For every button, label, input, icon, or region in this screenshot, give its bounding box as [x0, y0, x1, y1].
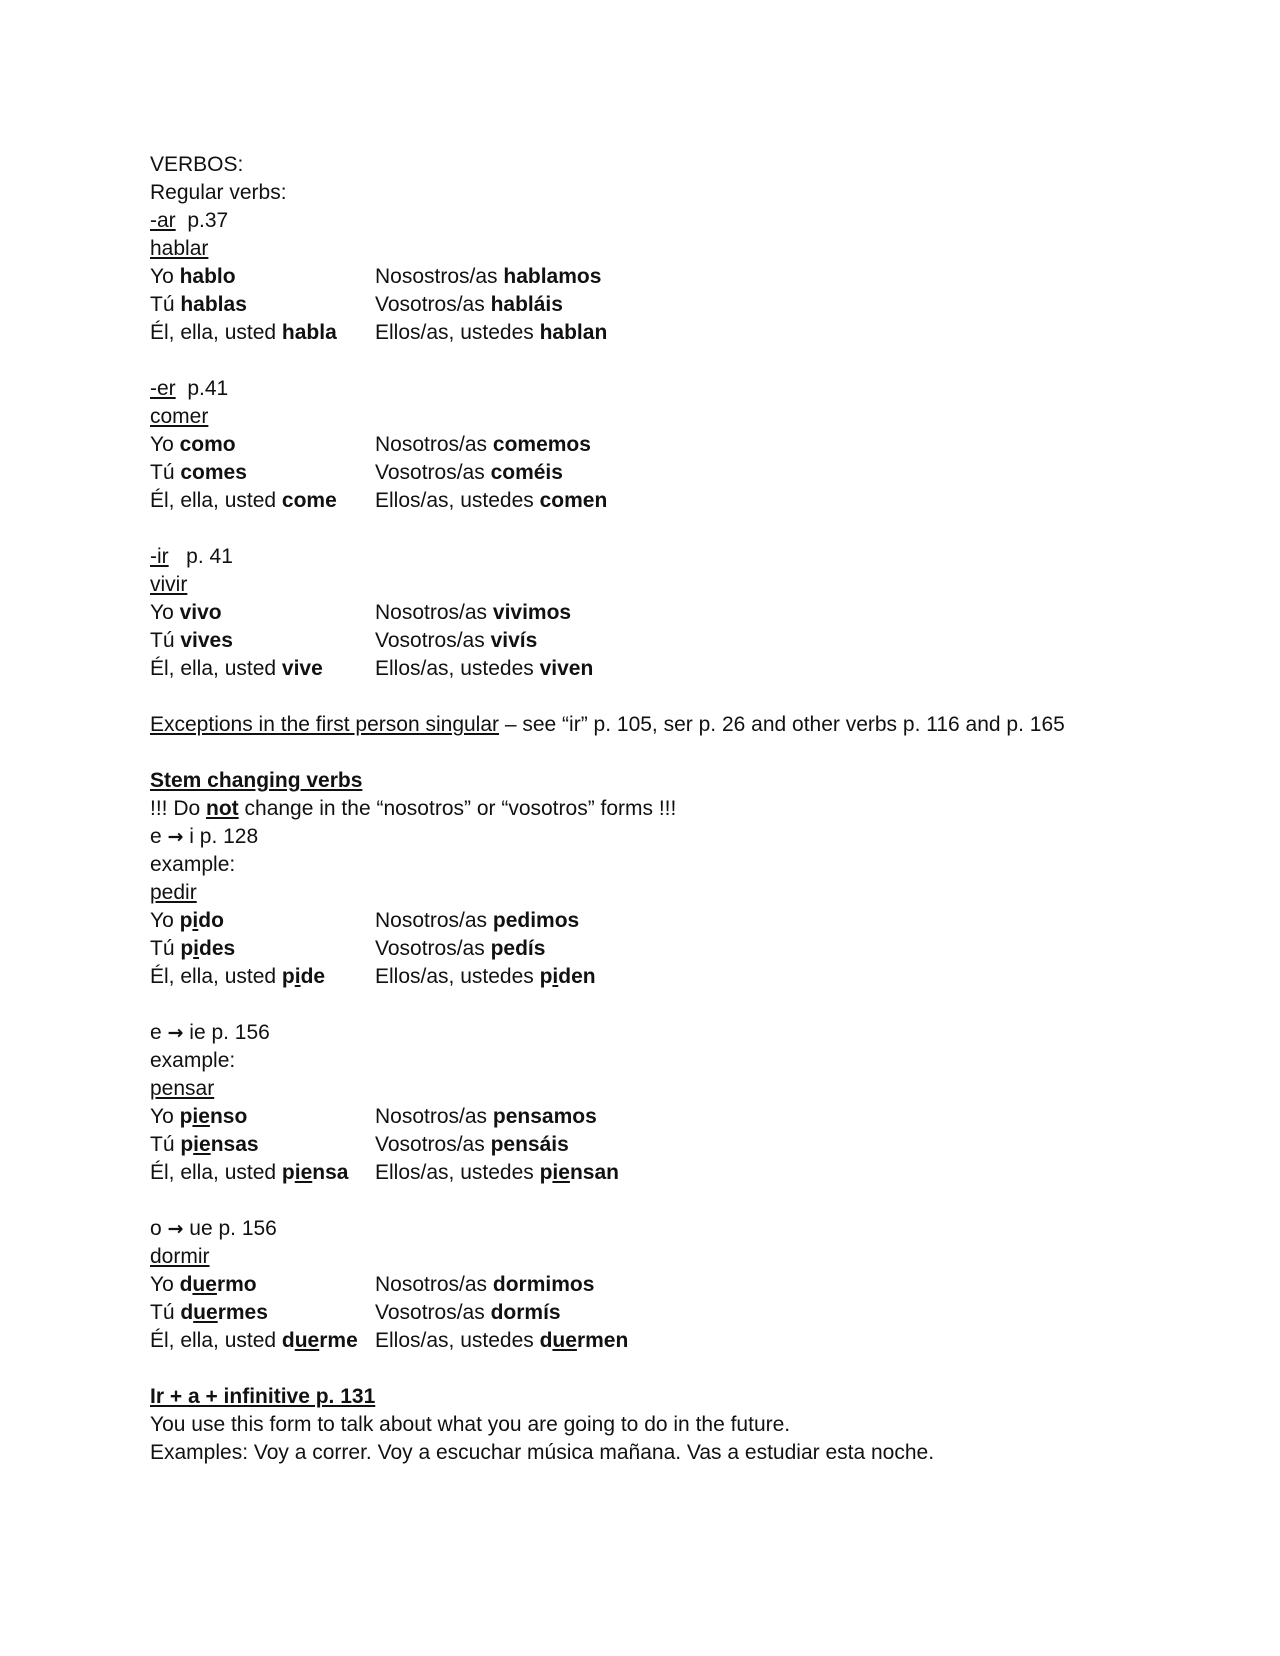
er-page-ref: p.41 [187, 377, 229, 400]
stem-note: !!! Do not change in the “nosotros” or “vosotros” forms !!! [150, 797, 677, 820]
stem-heading: Stem changing verbs [150, 769, 363, 792]
e-i-verb: pedir [150, 881, 197, 904]
exceptions-label: Exceptions in the first person singular [150, 713, 500, 736]
ar-ending: -ar [150, 209, 176, 232]
example-label: example: [150, 853, 236, 876]
o-ue-verb: dormir [150, 1245, 210, 1268]
ir-page-ref: p. 41 [186, 545, 233, 568]
ir-ending: -ir [150, 545, 169, 568]
table-row: Yo vivo Nosotros/as vivimos [150, 601, 572, 624]
table-row: Él, ella, usted piensa Ellos/as, ustedes piensan [150, 1161, 619, 1184]
e-i-conjugation-table [150, 907, 1180, 991]
o-ue-conjugation-table [150, 1271, 1180, 1355]
table-row: Tú pides Vosotros/as pedís [150, 937, 546, 960]
table-row: Yo hablo Nosostros/as hablamos [150, 265, 602, 288]
exceptions-line [150, 711, 1180, 739]
table-row: Tú duermes Vosotros/as dormís [150, 1301, 561, 1324]
arrow-right-icon: → [167, 1022, 184, 1044]
table-row: Yo pido Nosotros/as pedimos [150, 909, 580, 932]
ir-a-infinitive-heading: Ir + a + infinitive p. 131 [150, 1385, 376, 1408]
table-row: Él, ella, usted habla Ellos/as, ustedes hablan [150, 321, 608, 344]
table-row: Yo pienso Nosotros/as pensamos [150, 1105, 597, 1128]
arrow-right-icon: → [167, 826, 184, 848]
table-row: Él, ella, usted vive Ellos/as, ustedes viven [150, 657, 594, 680]
ir-verb: vivir [150, 573, 188, 596]
arrow-right-icon: → [167, 1218, 184, 1240]
ar-conjugation-table [150, 263, 1180, 347]
er-verb: comer [150, 405, 209, 428]
ir-conjugation-table [150, 599, 1180, 683]
ir-a-examples: Examples: Voy a correr. Voy a escuchar música mañana. Vas a estudiar esta noche. [150, 1441, 935, 1464]
table-row: Tú vives Vosotros/as vivís [150, 629, 538, 652]
e-i-header: e → i p. 128 [150, 825, 259, 848]
ar-section-header [150, 207, 1180, 235]
table-row: Él, ella, usted pide Ellos/as, ustedes piden [150, 965, 596, 988]
doc-title: VERBOS: [150, 153, 244, 176]
example-label: example: [150, 1049, 236, 1072]
regular-verbs-heading: Regular verbs: [150, 181, 287, 204]
table-row: Él, ella, usted come Ellos/as, ustedes comen [150, 489, 608, 512]
table-row: Tú comes Vosotros/as coméis [150, 461, 563, 484]
table-row: Él, ella, usted duerme Ellos/as, ustedes duermen [150, 1329, 629, 1352]
e-ie-verb: pensar [150, 1077, 215, 1100]
table-row: Tú piensas Vosotros/as pensáis [150, 1133, 569, 1156]
ar-verb: hablar [150, 237, 209, 260]
ir-a-description: You use this form to talk about what you are going to do in the future. [150, 1413, 791, 1436]
er-conjugation-table [150, 431, 1180, 515]
table-row: Yo como Nosotros/as comemos [150, 433, 591, 456]
table-row: Yo duermo Nosotros/as dormimos [150, 1273, 595, 1296]
e-ie-header: e → ie p. 156 [150, 1021, 270, 1044]
exceptions-text: – see “ir” p. 105, ser p. 26 and other verbs p. 116 and p. 165 [499, 713, 1065, 736]
document-page [150, 151, 1180, 1467]
ir-section-header [150, 543, 1180, 571]
e-ie-conjugation-table [150, 1103, 1180, 1187]
er-ending: -er [150, 377, 176, 400]
ar-page-ref: p.37 [187, 209, 229, 232]
er-section-header [150, 375, 1180, 403]
o-ue-header: o → ue p. 156 [150, 1217, 277, 1240]
table-row: Tú hablas Vosotros/as habláis [150, 293, 563, 316]
